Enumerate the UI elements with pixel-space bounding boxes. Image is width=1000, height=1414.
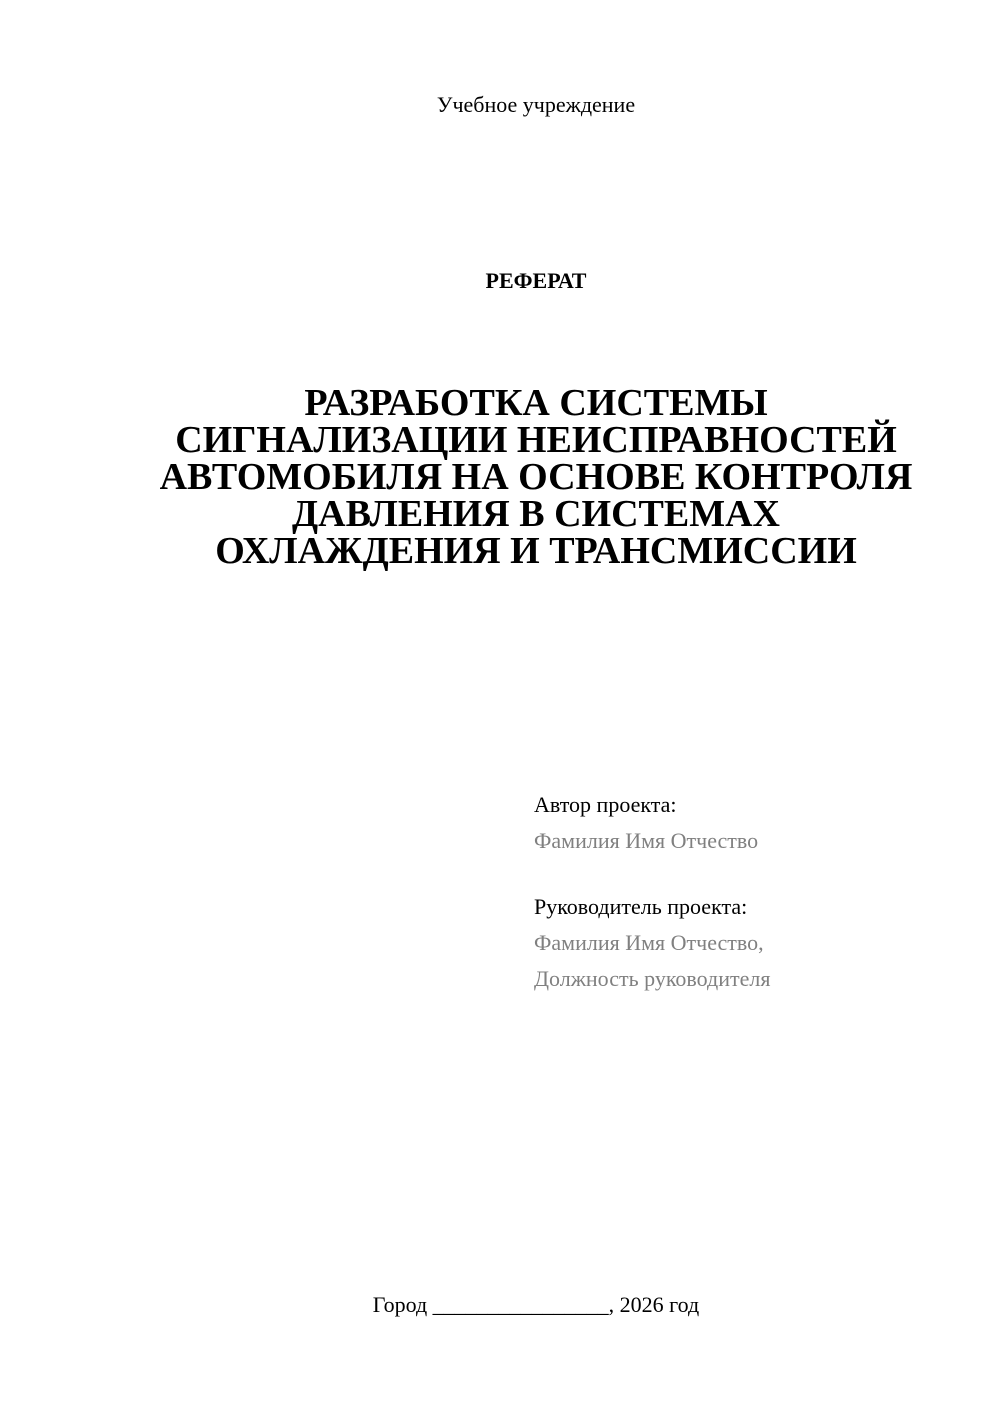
title-line: СИГНАЛИЗАЦИИ НЕИСПРАВНОСТЕЙ [175, 419, 897, 461]
document-title [130, 382, 942, 572]
title-line: ДАВЛЕНИЯ В СИСТЕМАХ [292, 493, 780, 535]
author-label: Автор проекта: [534, 792, 677, 817]
spacer [534, 859, 974, 889]
project-info-block [534, 787, 974, 997]
title-line: АВТОМОБИЛЯ НА ОСНОВЕ КОНТРОЛЯ [159, 456, 913, 498]
title-line: ОХЛАЖДЕНИЯ И ТРАНСМИССИИ [215, 530, 857, 572]
supervisor-label: Руководитель проекта: [534, 894, 748, 919]
author-name: Фамилия Имя Отчество [534, 828, 759, 853]
supervisor-name: Фамилия Имя Отчество, [534, 930, 764, 955]
title-line: РАЗРАБОТКА СИСТЕМЫ [304, 382, 768, 424]
institution-name: Учебное учреждение [436, 92, 636, 117]
document-type: РЕФЕРАТ [485, 268, 587, 293]
city-year-footer: Город ________________, 2026 год [372, 1292, 700, 1317]
supervisor-position: Должность руководителя [534, 966, 771, 991]
